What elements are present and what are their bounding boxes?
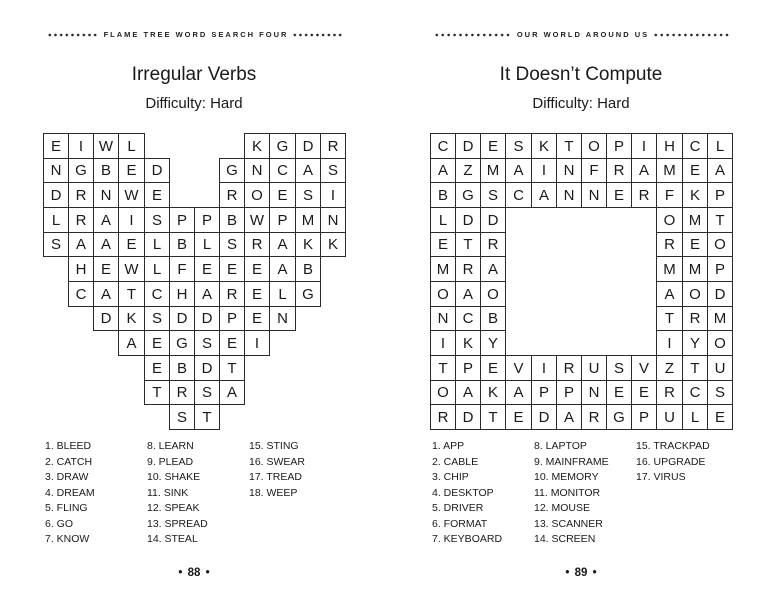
grid-cell: E (93, 256, 119, 282)
grid-cell: A (505, 158, 532, 183)
grid-cell: B (430, 182, 456, 208)
grid-cell: E (219, 256, 245, 282)
dot-rule (434, 32, 511, 38)
grid-cell: O (581, 133, 607, 159)
word-list-item: 8. LEARN (147, 440, 194, 452)
grid-cell: R (244, 232, 270, 257)
grid-cell: D (169, 306, 195, 331)
word-list-item: 4. DESKTOP (432, 486, 494, 499)
grid-cell: R (430, 404, 456, 430)
word-list-item: 12. SPEAK (147, 502, 200, 514)
grid-cell: A (631, 158, 657, 183)
word-list-item: 15. STING (249, 440, 299, 452)
word-grid (430, 133, 734, 431)
grid-cell: M (707, 306, 733, 331)
grid-cell: T (219, 355, 245, 381)
grid-cell: M (682, 207, 708, 233)
grid-cell: A (118, 330, 145, 356)
grid-cell: S (144, 306, 170, 331)
grid-cell: A (93, 232, 119, 257)
grid-cell: P (531, 380, 557, 405)
word-list-item: 15. TRACKPAD (636, 440, 710, 452)
difficulty-label: Difficulty: Hard (145, 95, 243, 112)
grid-cell: A (531, 182, 557, 208)
grid-cell: R (320, 133, 346, 159)
grid-cell: R (169, 380, 195, 405)
grid-cell: N (556, 158, 582, 183)
word-list-column (432, 439, 534, 548)
grid-cell: Z (656, 355, 683, 381)
grid-cell: C (505, 182, 532, 208)
grid-cell: P (606, 133, 632, 159)
grid-cell: R (480, 232, 506, 257)
puzzle-title: Irregular Verbs (131, 64, 257, 85)
grid-cell: P (707, 182, 733, 208)
grid-cell: E (682, 232, 708, 257)
grid-cell: G (219, 158, 245, 183)
grid-cell: G (68, 158, 94, 183)
grid-cell: N (93, 182, 119, 208)
grid-cell: K (118, 306, 145, 331)
grid-cell: W (93, 133, 119, 159)
grid-cell: C (269, 158, 296, 183)
grid-cell: E (118, 158, 145, 183)
dot-rule (47, 32, 98, 38)
grid-cell: M (480, 158, 506, 183)
grid-cell: L (144, 256, 170, 282)
grid-cell: H (169, 281, 195, 307)
grid-cell: H (656, 133, 683, 159)
grid-cell: E (631, 380, 657, 405)
grid-cell: N (269, 306, 296, 331)
grid-cell: L (194, 232, 220, 257)
word-list-item: 17. VIRUS (636, 471, 686, 483)
page-number: • 89 • (565, 567, 597, 579)
grid-cell: A (68, 232, 94, 257)
word-list-item: 14. SCREEN (534, 533, 596, 545)
grid-cell: M (295, 207, 321, 233)
grid-cell: T (480, 404, 506, 430)
grid-cell: V (505, 355, 532, 381)
grid-cell: L (43, 207, 69, 233)
grid-cell: A (269, 256, 296, 282)
grid-cell: S (144, 207, 170, 233)
grid-cell: E (480, 133, 506, 159)
grid-cell: I (320, 182, 346, 208)
word-list-item: 6. GO (45, 517, 74, 530)
grid-cell: A (480, 256, 506, 282)
grid-cell: S (219, 232, 245, 257)
grid-cell: R (556, 355, 582, 381)
grid-cell: Y (480, 330, 506, 356)
grid-cell: D (531, 404, 557, 430)
grid-cell: D (194, 306, 220, 331)
grid-cell: L (144, 232, 170, 257)
grid-cell: N (581, 182, 607, 208)
grid-cell: U (707, 355, 733, 381)
grid-cell: R (68, 182, 94, 208)
grid-cell: D (43, 182, 69, 208)
grid-cell: P (707, 256, 733, 282)
grid-cell: C (682, 133, 708, 159)
word-list-column (249, 439, 351, 548)
grid-cell: E (682, 158, 708, 183)
word-list-item: 1. APP (432, 440, 465, 452)
grid-cell: A (505, 380, 532, 405)
grid-cell: S (480, 182, 506, 208)
grid-cell: A (455, 380, 481, 405)
word-list-item: 10. MEMORY (534, 471, 599, 483)
grid-cell: D (455, 133, 481, 159)
grid-cell: S (43, 232, 69, 257)
grid-cell: L (682, 404, 708, 430)
running-header (434, 29, 730, 41)
grid-cell: P (269, 207, 296, 233)
grid-cell: C (144, 281, 170, 307)
dot-rule (653, 32, 730, 38)
word-list-item: 10. SHAKE (147, 471, 201, 483)
grid-cell: R (219, 182, 245, 208)
grid-cell: S (320, 158, 346, 183)
grid-cell: L (269, 281, 296, 307)
grid-cell: R (581, 404, 607, 430)
grid-cell: A (269, 232, 296, 257)
grid-cell: T (144, 380, 170, 405)
grid-cell: L (430, 207, 456, 233)
grid-cell: E (144, 355, 170, 381)
grid-cell: U (656, 404, 683, 430)
word-list-item: 14. STEAL (147, 533, 198, 545)
grid-cell: R (219, 281, 245, 307)
grid-cell: V (631, 355, 657, 381)
grid-cell: K (320, 232, 346, 257)
grid-cell: T (455, 232, 481, 257)
word-list-item: 7. KNOW (45, 533, 90, 545)
grid-cell: E (144, 182, 170, 208)
right-page (387, 0, 775, 600)
grid-cell: R (68, 207, 94, 233)
grid-cell: P (169, 207, 195, 233)
grid-cell: P (194, 207, 220, 233)
grid-cell: P (219, 306, 245, 331)
grid-cell: D (480, 207, 506, 233)
grid-cell: O (480, 281, 506, 307)
running-header-text: OUR WORLD AROUND US (516, 30, 650, 39)
grid-cell: T (656, 306, 683, 331)
grid-cell: E (707, 404, 733, 430)
grid-cell: E (606, 182, 632, 208)
grid-cell: F (581, 158, 607, 183)
grid-cell: S (194, 330, 220, 356)
grid-cell: W (244, 207, 270, 233)
grid-cell: E (194, 256, 220, 282)
grid-cell: K (531, 133, 557, 159)
grid-cell: D (194, 355, 220, 381)
grid-cell: D (455, 404, 481, 430)
grid-cell: G (169, 330, 195, 356)
word-list-item: 9. MAINFRAME (534, 455, 609, 468)
grid-cell: R (606, 158, 632, 183)
grid-cell: T (707, 207, 733, 233)
grid-cell: B (169, 232, 195, 257)
grid-cell: E (480, 355, 506, 381)
word-list-item: 7. KEYBOARD (432, 533, 503, 545)
word-list-item: 5. FLING (45, 502, 88, 514)
word-list-item: 4. DREAM (45, 486, 95, 499)
grid-cell: G (606, 404, 632, 430)
grid-cell: I (244, 330, 270, 356)
grid-cell: I (631, 133, 657, 159)
grid-cell: S (194, 380, 220, 405)
word-grid (43, 133, 347, 431)
word-list-column (534, 439, 636, 548)
grid-cell: B (480, 306, 506, 331)
grid-cell: F (656, 182, 683, 208)
word-list-column (147, 439, 249, 548)
grid-cell: A (219, 380, 245, 405)
running-header (47, 29, 343, 41)
word-list-item: 12. MOUSE (534, 502, 591, 514)
grid-cell: E (219, 330, 245, 356)
grid-cell: S (505, 133, 532, 159)
word-list-item: 5. DRIVER (432, 502, 484, 514)
grid-cell: T (194, 404, 220, 430)
grid-cell: N (581, 380, 607, 405)
grid-cell: K (295, 232, 321, 257)
word-list-column (45, 439, 147, 548)
grid-cell: E (144, 330, 170, 356)
grid-cell: A (656, 281, 683, 307)
grid-cell: A (556, 404, 582, 430)
word-list-item: 2. CATCH (45, 455, 93, 468)
word-list-item: 11. SINK (147, 486, 189, 499)
grid-cell: U (581, 355, 607, 381)
grid-cell: N (430, 306, 456, 331)
running-header-text: FLAME TREE WORD SEARCH FOUR (103, 30, 289, 39)
grid-cell: N (43, 158, 69, 183)
word-list-item: 6. FORMAT (432, 517, 488, 530)
grid-cell: D (455, 207, 481, 233)
word-list-item: 3. CHIP (432, 471, 469, 483)
grid-cell: S (606, 355, 632, 381)
grid-cell: A (455, 281, 481, 307)
grid-cell: P (631, 404, 657, 430)
grid-cell: C (430, 133, 456, 159)
grid-cell: K (244, 133, 270, 159)
grid-cell: M (682, 256, 708, 282)
grid-cell: A (93, 207, 119, 233)
grid-cell: T (556, 133, 582, 159)
grid-cell: I (531, 158, 557, 183)
grid-cell: S (707, 380, 733, 405)
word-list-item: 16. SWEAR (249, 455, 306, 468)
grid-cell: G (295, 281, 321, 307)
grid-cell: I (68, 133, 94, 159)
grid-cell: Z (455, 158, 481, 183)
puzzle-title: It Doesn’t Compute (499, 64, 663, 85)
word-list-column (636, 439, 738, 548)
word-list-item: 2. CABLE (432, 455, 479, 468)
grid-cell: T (430, 355, 456, 381)
grid-cell: C (68, 281, 94, 307)
grid-cell: D (93, 306, 119, 331)
grid-cell: W (118, 256, 145, 282)
grid-cell: N (320, 207, 346, 233)
grid-cell: O (430, 281, 456, 307)
grid-cell: O (244, 182, 270, 208)
grid-cell: G (269, 133, 296, 159)
grid-cell: E (118, 232, 145, 257)
grid-cell: B (169, 355, 195, 381)
word-list-item: 13. SCANNER (534, 517, 603, 530)
grid-cell: L (118, 133, 145, 159)
grid-cell: A (707, 158, 733, 183)
grid-cell: D (295, 133, 321, 159)
grid-cell: E (244, 256, 270, 282)
grid-cell: I (656, 330, 683, 356)
word-list (432, 439, 738, 548)
grid-cell: H (68, 256, 94, 282)
word-list-item: 9. PLEAD (147, 455, 194, 468)
grid-cell: G (455, 182, 481, 208)
grid-cell: P (455, 355, 481, 381)
word-list (45, 439, 351, 548)
grid-cell: P (556, 380, 582, 405)
word-list-item: 18. WEEP (249, 486, 298, 499)
grid-cell: N (244, 158, 270, 183)
dot-rule (292, 32, 343, 38)
word-list-item: 11. MONITOR (534, 486, 601, 499)
grid-cell: E (430, 232, 456, 257)
difficulty-label: Difficulty: Hard (532, 95, 630, 112)
word-list-item: 16. UPGRADE (636, 455, 706, 468)
grid-cell: L (707, 133, 733, 159)
grid-cell: R (682, 306, 708, 331)
grid-cell: E (43, 133, 69, 159)
grid-cell: O (430, 380, 456, 405)
grid-cell: B (93, 158, 119, 183)
grid-cell: R (455, 256, 481, 282)
grid-cell: O (656, 207, 683, 233)
page-number: • 88 • (178, 567, 210, 579)
grid-cell: I (531, 355, 557, 381)
word-list-item: 8. LAPTOP (534, 440, 587, 452)
grid-cell: I (118, 207, 145, 233)
grid-cell: T (118, 281, 145, 307)
grid-cell: R (631, 182, 657, 208)
grid-cell: O (707, 330, 733, 356)
grid-cell: I (430, 330, 456, 356)
grid-cell: T (682, 355, 708, 381)
grid-cell: M (430, 256, 456, 282)
word-list-item: 1. BLEED (45, 440, 92, 452)
grid-cell: D (144, 158, 170, 183)
grid-cell: A (194, 281, 220, 307)
grid-cell: A (295, 158, 321, 183)
grid-cell: C (455, 306, 481, 331)
grid-cell: R (656, 232, 683, 257)
grid-cell: F (169, 256, 195, 282)
grid-cell: A (430, 158, 456, 183)
grid-cell: R (656, 380, 683, 405)
word-list-item: 17. TREAD (249, 471, 302, 483)
grid-cell: W (118, 182, 145, 208)
grid-cell: E (505, 404, 532, 430)
grid-cell: Y (682, 330, 708, 356)
grid-cell: M (656, 158, 683, 183)
grid-cell: K (455, 330, 481, 356)
grid-cell: K (480, 380, 506, 405)
grid-cell: O (707, 232, 733, 257)
grid-cell: E (606, 380, 632, 405)
grid-cell: C (682, 380, 708, 405)
grid-cell: B (219, 207, 245, 233)
grid-cell: E (244, 306, 270, 331)
grid-cell: O (682, 281, 708, 307)
grid-cell: S (169, 404, 195, 430)
word-list-item: 13. SPREAD (147, 517, 208, 530)
grid-cell: D (707, 281, 733, 307)
grid-cell: S (295, 182, 321, 208)
grid-cell: N (556, 182, 582, 208)
word-list-item: 3. DRAW (45, 471, 89, 483)
grid-cell: E (244, 281, 270, 307)
grid-cell: E (269, 182, 296, 208)
grid-cell: K (682, 182, 708, 208)
grid-cell: B (295, 256, 321, 282)
grid-cell: M (656, 256, 683, 282)
grid-cell: A (93, 281, 119, 307)
